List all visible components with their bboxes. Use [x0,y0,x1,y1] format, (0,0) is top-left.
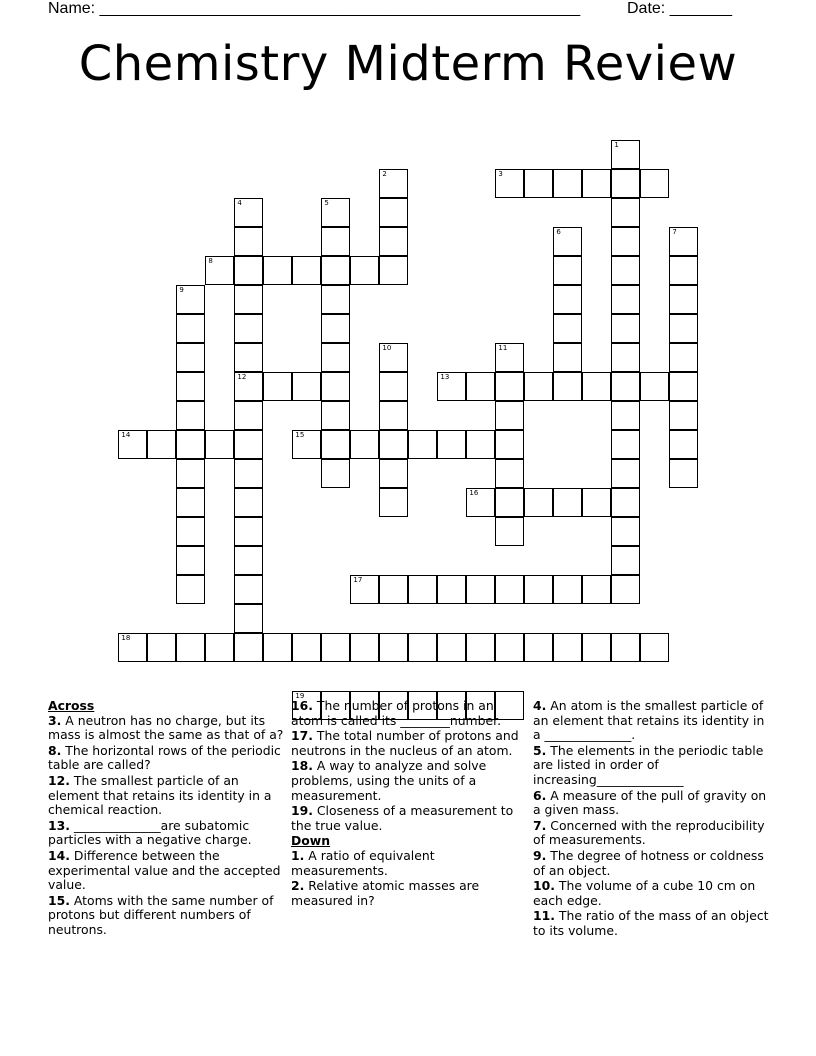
grid-cell[interactable] [176,517,205,546]
grid-cell[interactable] [379,633,408,662]
grid-cell[interactable] [176,430,205,459]
clue-down-5: 5. The elements in the periodic table are listed in order of increasing______________ [533,742,764,787]
grid-cell[interactable] [611,633,640,662]
grid-cell[interactable] [524,372,553,401]
clue-number: 4 [237,198,242,207]
grid-cell[interactable] [205,430,234,459]
grid-cell[interactable] [611,169,640,198]
grid-cell[interactable] [234,575,263,604]
grid-cell[interactable] [466,488,495,517]
grid-cell[interactable] [234,343,263,372]
grid-cell[interactable] [263,633,292,662]
grid-cell[interactable] [611,256,640,285]
grid-cell[interactable] [582,633,611,662]
grid-cell[interactable] [669,285,698,314]
clue-number: 12 [237,372,247,381]
grid-cell[interactable] [234,401,263,430]
grid-cell[interactable] [495,517,524,546]
grid-cell[interactable] [524,575,553,604]
grid-cell[interactable] [611,517,640,546]
grid-cell[interactable] [176,488,205,517]
clue-number: 8 [208,256,213,265]
date-field-label: Date: _______ [627,0,732,17]
grid-cell[interactable] [437,575,466,604]
grid-cell[interactable] [611,314,640,343]
clue-number: 16 [469,488,479,497]
grid-cell[interactable] [379,169,408,198]
clue-down-2: 2. Relative atomic masses are measured in? [291,878,480,908]
grid-cell[interactable] [553,343,582,372]
grid-cell[interactable] [611,401,640,430]
grid-cell[interactable] [495,575,524,604]
grid-cell[interactable] [669,314,698,343]
clue-number: 18 [121,633,131,642]
clue-number: 19 [295,691,305,700]
clue-across-18: 18. A way to analyze and solve problems, using the units of a measurement. [291,758,487,803]
grid-cell[interactable] [553,488,582,517]
grid-cell[interactable] [234,633,263,662]
grid-cell[interactable] [379,198,408,227]
grid-cell[interactable] [321,314,350,343]
grid-cell[interactable] [176,372,205,401]
grid-cell[interactable] [234,198,263,227]
clue-column-3 [533,699,769,940]
grid-cell[interactable] [495,401,524,430]
grid-cell[interactable] [495,633,524,662]
clue-across-15: 15. Atoms with the same number of protons but different numbers of neutrons. [48,892,274,937]
grid-cell[interactable] [524,488,553,517]
grid-cell[interactable] [379,372,408,401]
grid-cell[interactable] [524,633,553,662]
clue-down-11: 11. The ratio of the mass of an object to its volume. [533,908,769,938]
grid-cell[interactable] [321,430,350,459]
grid-cell[interactable] [669,256,698,285]
grid-cell[interactable] [321,372,350,401]
grid-cell[interactable] [118,633,147,662]
grid-cell[interactable] [669,401,698,430]
grid-cell[interactable] [408,430,437,459]
clue-number: 6 [556,227,561,236]
grid-cell[interactable] [321,343,350,372]
grid-cell[interactable] [437,430,466,459]
grid-cell[interactable] [669,372,698,401]
grid-cell[interactable] [611,430,640,459]
grid-cell[interactable] [234,604,263,633]
grid-cell[interactable] [553,314,582,343]
clue-number: 13 [440,372,450,381]
grid-cell[interactable] [553,633,582,662]
clue-down-4: 4. An atom is the smallest particle of an element that retains its identity in a ______________. [533,698,765,743]
clue-across-12: 12. The smallest particle of an element that retains its identity in a chemical reaction. [48,772,272,818]
grid-cell[interactable] [553,372,582,401]
grid-cell[interactable] [669,227,698,256]
grid-cell[interactable] [611,459,640,488]
grid-cell[interactable] [495,430,524,459]
grid-cell[interactable] [234,488,263,517]
grid-cell[interactable] [553,285,582,314]
grid-cell[interactable] [611,227,640,256]
grid-cell[interactable] [495,169,524,198]
grid-cell[interactable] [495,459,524,488]
grid-cell[interactable] [321,285,350,314]
clue-number: 7 [672,227,677,236]
grid-cell[interactable] [582,488,611,517]
grid-cell[interactable] [379,227,408,256]
clue-across-16: 16. The number of protons in an atom is called its ________number. [291,698,502,728]
clue-across-14: 14. Difference between the experimental value and the accepted value. [48,847,281,893]
grid-cell[interactable] [669,343,698,372]
grid-cell[interactable] [118,430,147,459]
clue-across-19: 19. Closeness of a measurement to the true value. [291,803,514,833]
grid-cell[interactable] [234,285,263,314]
grid-cell[interactable] [495,372,524,401]
grid-cell[interactable] [611,575,640,604]
grid-cell[interactable] [379,575,408,604]
grid-cell[interactable] [205,633,234,662]
grid-cell[interactable] [292,430,321,459]
grid-cell[interactable] [611,140,640,169]
grid-cell[interactable] [234,256,263,285]
grid-cell[interactable] [669,430,698,459]
grid-cell[interactable] [669,459,698,488]
grid-cell[interactable] [234,546,263,575]
grid-cell[interactable] [495,488,524,517]
grid-cell[interactable] [176,459,205,488]
clue-across-17: 17. The total number of protons and neutrons in the nucleus of an atom. [291,728,519,758]
clue-number: 9 [179,285,184,294]
clue-number: 15 [295,430,305,439]
grid-cell[interactable] [176,546,205,575]
grid-cell[interactable] [553,169,582,198]
page-title: Chemistry Midterm Review [78,36,738,92]
clue-down-6: 6. A measure of the pull of gravity on a given mass. [533,787,767,818]
grid-cell[interactable] [611,343,640,372]
grid-cell[interactable] [495,343,524,372]
name-field-label: Name: ______________________________________________________ [48,0,581,17]
grid-cell[interactable] [611,546,640,575]
grid-cell[interactable] [234,227,263,256]
clue-number: 3 [498,169,503,178]
grid-cell[interactable] [321,227,350,256]
grid-cell[interactable] [553,256,582,285]
grid-cell[interactable] [321,633,350,662]
clue-down-9: 9. The degree of hotness or coldness of an object. [533,847,764,878]
grid-cell[interactable] [611,372,640,401]
grid-cell[interactable] [437,372,466,401]
grid-cell[interactable] [582,575,611,604]
grid-cell[interactable] [292,372,321,401]
grid-cell[interactable] [263,372,292,401]
clue-column-2 [291,699,527,909]
grid-cell[interactable] [292,256,321,285]
clue-number: 5 [324,198,329,207]
grid-cell[interactable] [611,488,640,517]
grid-cell[interactable] [176,575,205,604]
grid-cell[interactable] [640,169,669,198]
down-heading: Down [291,833,331,849]
grid-cell[interactable] [553,227,582,256]
grid-cell[interactable] [350,430,379,459]
grid-cell[interactable] [640,372,669,401]
grid-cell[interactable] [292,633,321,662]
grid-cell[interactable] [234,517,263,546]
grid-cell[interactable] [321,198,350,227]
grid-cell[interactable] [379,459,408,488]
grid-cell[interactable] [321,401,350,430]
clue-number: 17 [353,575,363,584]
grid-cell[interactable] [437,633,466,662]
grid-cell[interactable] [350,575,379,604]
clue-down-7: 7. Concerned with the reproducibility of measurements. [533,817,765,848]
grid-cell[interactable] [234,430,263,459]
grid-cell[interactable] [263,256,292,285]
clue-across-13: 13. ______________are subatomic particles with a negative charge. [48,817,252,848]
grid-cell[interactable] [466,575,495,604]
grid-cell[interactable] [176,401,205,430]
clue-number: 1 [614,140,619,149]
grid-cell[interactable] [379,401,408,430]
grid-cell[interactable] [524,169,553,198]
clue-number: 10 [382,343,392,352]
grid-cell[interactable] [379,430,408,459]
clue-column-1 [48,699,284,939]
across-heading: Across [48,698,95,713]
grid-cell[interactable] [176,633,205,662]
grid-cell[interactable] [147,633,176,662]
clue-number: 11 [498,343,508,352]
clue-across-8: 8. The horizontal rows of the periodic table are called? [48,742,281,773]
grid-cell[interactable] [234,314,263,343]
clue-down-10: 10. The volume of a cube 10 cm on each edge. [533,878,756,908]
grid-cell[interactable] [611,285,640,314]
clue-across-3: 3. A neutron has no charge, but its mass is almost the same as that of a? [48,712,284,743]
clue-number: 14 [121,430,131,439]
grid-cell[interactable] [466,372,495,401]
grid-cell[interactable] [321,256,350,285]
clue-down-1: 1. A ratio of equivalent measurements. [291,847,435,878]
grid-cell[interactable] [321,459,350,488]
grid-cell[interactable] [350,256,379,285]
grid-cell[interactable] [379,488,408,517]
grid-cell[interactable] [176,343,205,372]
grid-cell[interactable] [611,198,640,227]
grid-cell[interactable] [147,430,176,459]
grid-cell[interactable] [234,372,263,401]
grid-cell[interactable] [466,430,495,459]
grid-cell[interactable] [350,633,379,662]
grid-cell[interactable] [176,285,205,314]
clue-number: 2 [382,169,387,178]
grid-cell[interactable] [466,633,495,662]
grid-cell[interactable] [408,575,437,604]
grid-cell[interactable] [582,169,611,198]
grid-cell[interactable] [176,314,205,343]
grid-cell[interactable] [234,459,263,488]
grid-cell[interactable] [205,256,234,285]
grid-cell[interactable] [379,256,408,285]
grid-cell[interactable] [379,343,408,372]
grid-cell[interactable] [640,633,669,662]
grid-cell[interactable] [582,372,611,401]
grid-cell[interactable] [408,633,437,662]
grid-cell[interactable] [553,575,582,604]
